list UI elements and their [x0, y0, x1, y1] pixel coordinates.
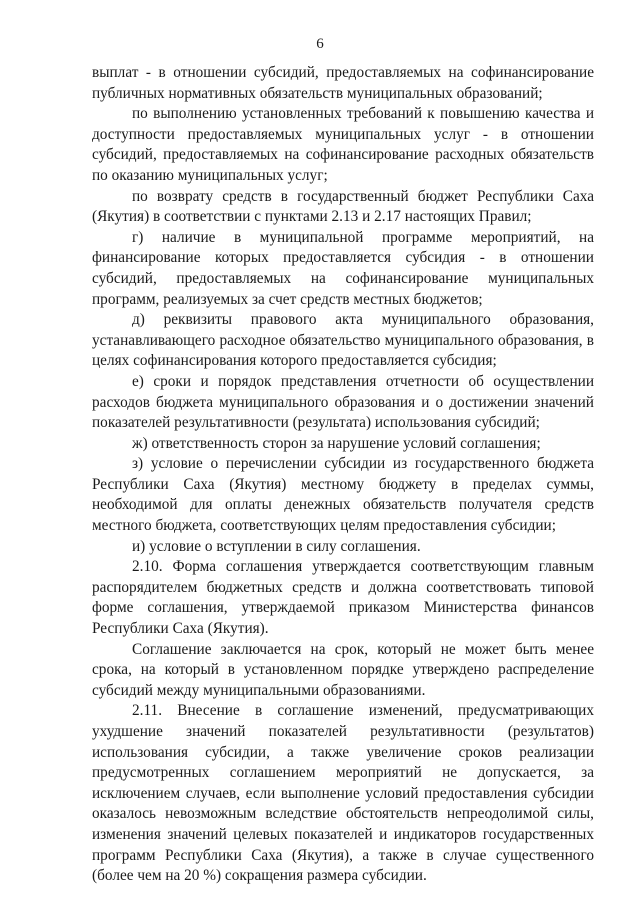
paragraph-item-i: и) условие о вступлении в силу соглашения. — [132, 537, 421, 555]
paragraph-item-d: д) реквизиты правового акта муниципального образования, устанавливающего расходное обязательство муниципального образования, в целях софинансирования которого предоставляется субсидия; — [92, 311, 594, 370]
paragraph-item-g: г) наличие в муниципальной программе мероприятий, на финансирование которых предоставляется субсидия - в отношении субсидий, предоставляемых на софинансирование муниципальных программ, реализуемых за счет средств местных бюджетов; — [92, 228, 594, 308]
paragraph-item-e: е) сроки и порядок представления отчетности об осуществлении расходов бюджета муниципального образования и о достижении значений показателей результативности (результата) использования субсидий; — [92, 372, 594, 432]
paragraph-service-quality: по выполнению установленных требований к повышению качества и доступности предоставляемых муниципальных услуг - в отношении субсидий, предоставляемых на софинансирование расходных обязательств по оказанию муниципальных услуг; — [92, 105, 594, 184]
paragraph-funds-return: по возврату средств в государственный бюджет Республики Саха (Якутия) в соответствии с пунктами 2.13 и 2.17 настоящих Правил; — [92, 187, 594, 226]
document-body — [92, 63, 594, 887]
paragraph-agreement-term: Соглашение заключается на срок, который не может быть менее срока, на который в установленном порядке утверждено распределение субсидий между муниципальными образованиями. — [92, 640, 594, 699]
page-number: 6 — [316, 36, 324, 52]
paragraph-payments-continuation: выплат - в отношении субсидий, предоставляемых на софинансирование публичных нормативных обязательств муниципальных образований; — [92, 64, 594, 102]
paragraph-section-2-10: 2.10. Форма соглашения утверждается соответствующим главным распорядителем бюджетных средств и должна соответствовать типовой форме соглашения, утверждаемой приказом Министерства финансов Республики Саха (Якутия). — [92, 558, 594, 638]
paragraph-item-zh: ж) ответственность сторон за нарушение условий соглашения; — [132, 434, 541, 452]
paragraph-section-2-11: 2.11. Внесение в соглашение изменений, предусматривающих ухудшение значений показателей результативности (результатов) использования субсидии, а также увеличение сроков реализации предусмотренных соглашением мероприятий не допускается, за исключением случаев, если выполнение условий предоставления субсидии оказалось невозможным вследствие обстоятельств непреодолимой силы, изменения значений целевых показателей и индикаторов государственных программ Республики Саха (Якутия), а также в случае существенного (более чем на 20 %) сокращения размера субсидии. — [92, 702, 594, 885]
paragraph-item-z: з) условие о перечислении субсидии из государственного бюджета Республики Саха (Якутия) местному бюджету в пределах суммы, необходимой для оплаты денежных обязательств получателя средств местного бюджета, соответствующих целям предоставления субсидии; — [92, 455, 594, 535]
